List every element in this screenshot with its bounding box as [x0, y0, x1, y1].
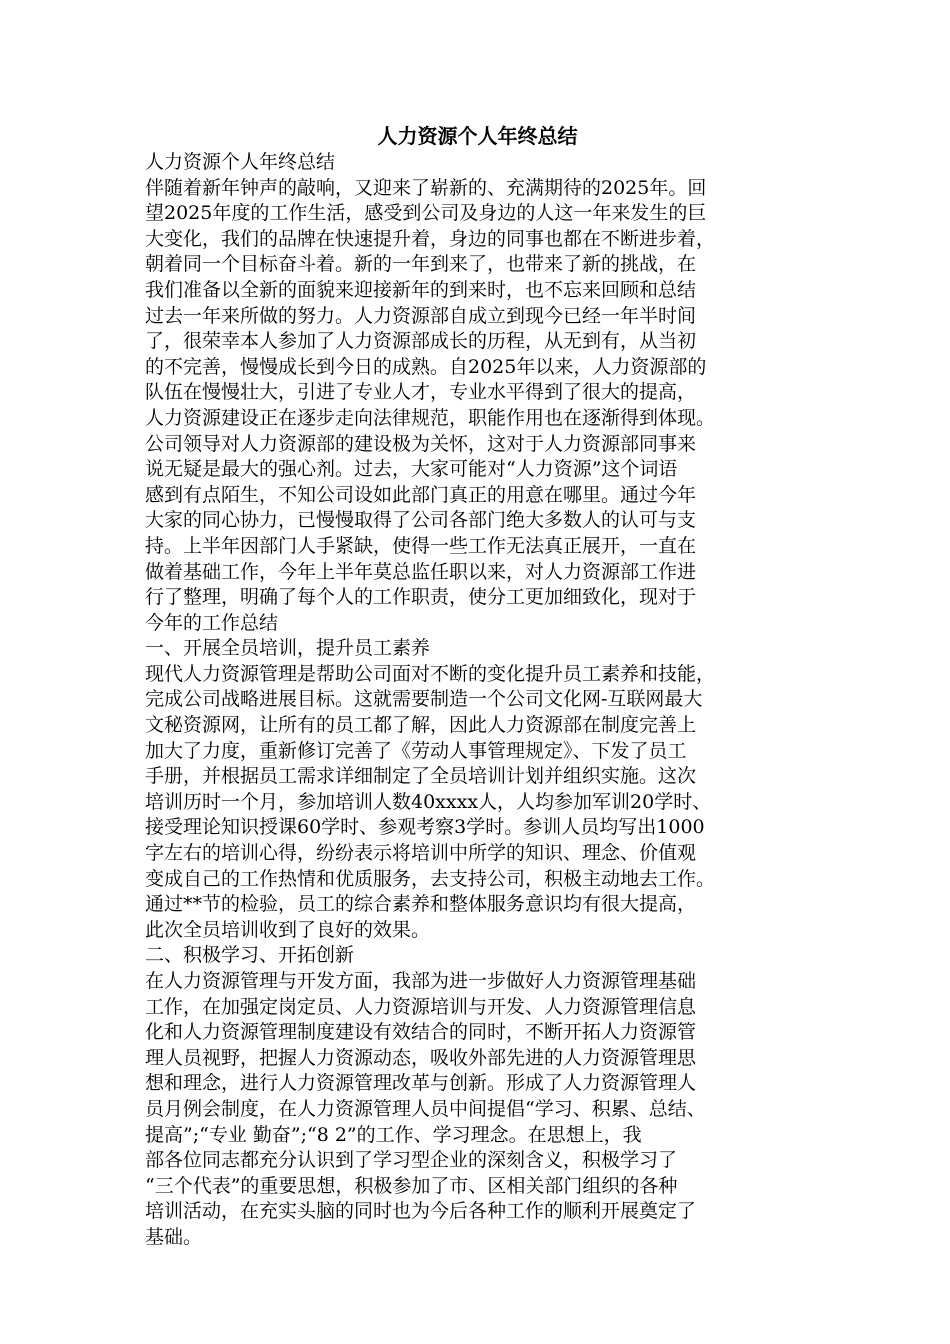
body-text-line: 字左右的培训心得，纷纷表示将培训中所学的知识、理念、价值观	[145, 842, 697, 865]
body-text-line: 培训历时一个月，参加培训人数40xxxx人，人均参加军训20学时、	[145, 790, 712, 813]
body-text-line: 感到有点陌生，不知公司设如此部门真正的用意在哪里。通过今年	[145, 483, 697, 506]
body-text-line: 通过**节的检验，员工的综合素养和整体服务意识均有很大提高，	[145, 893, 697, 916]
body-text-line: 此次全员培训收到了良好的效果。	[145, 918, 431, 941]
body-text-line: 人力资源建设正在逐步走向法律规范，职能作用也在逐渐得到体现。	[145, 406, 716, 429]
body-text-line: 工作，在加强定岗定员、人力资源培训与开发、人力资源管理信息	[145, 995, 697, 1018]
body-text-line: 队伍在慢慢壮大，引进了专业人才，专业水平得到了很大的提高，	[145, 381, 697, 404]
body-text-line: 今年的工作总结	[145, 611, 279, 634]
body-text-line: 我们准备以全新的面貌来迎接新年的到来时，也不忘来回顾和总结	[145, 278, 697, 301]
body-text-line: 文秘资源网，让所有的员工都了解，因此人力资源部在制度完善上	[145, 714, 697, 737]
body-text-line: 行了整理，明确了每个人的工作职责，使分工更加细致化，现对于	[145, 586, 697, 609]
body-text-line: 人力资源个人年终总结	[145, 151, 336, 173]
body-text-line: 变成自己的工作热情和优质服务，去支持公司，积极主动地去工作。	[145, 867, 716, 890]
body-text-line: 手册，并根据员工需求详细制定了全员培训计划并组织实施。这次	[145, 765, 697, 788]
body-text-line: “三个代表”的重要思想，积极参加了市、区相关部门组织的各种	[145, 1174, 678, 1197]
body-text-line: 了，很荣幸本人参加了人力资源部成长的历程，从无到有，从当初	[145, 330, 697, 353]
body-text-line: 理人员视野，把握人力资源动态，吸收外部先进的人力资源管理思	[145, 1046, 697, 1069]
body-text-line: 的不完善，慢慢成长到今日的成熟。自2025年以来，人力资源部的	[145, 355, 707, 378]
body-text-line: 大家的同心协力，已慢慢取得了公司各部门绝大多数人的认可与支	[145, 509, 697, 532]
body-text-line: 加大了力度，重新修订完善了《劳动人事管理规定》、下发了员工	[145, 739, 687, 762]
body-text-line: 二、积极学习、开拓创新	[145, 944, 355, 967]
body-text-line: 员月例会制度，在人力资源管理人员中间提倡“学习、积累、总结、	[145, 1097, 706, 1120]
body-text-line: 说无疑是最大的强心剂。过去，大家可能对“人力资源”这个词语	[145, 458, 678, 481]
body-text-line: 大变化，我们的品牌在快速提升着，身边的同事也都在不断进步着，	[145, 227, 716, 250]
document-title: 人力资源个人年终总结	[377, 124, 578, 148]
body-text-line: 现代人力资源管理是帮助公司面对不断的变化提升员工素养和技能，	[145, 662, 716, 685]
body-text-line: 朝着同一个目标奋斗着。新的一年到来了，也带来了新的挑战，在	[145, 253, 697, 276]
body-text-line: 完成公司战略进展目标。这就需要制造一个公司文化网-互联网最大	[145, 688, 703, 711]
body-text-line: 提高”;“专业 勤奋”;“8 2”的工作、学习理念。在思想上，我	[145, 1123, 642, 1146]
body-text-line: 接受理论知识授课60学时、参观考察3学时。参训人员均写出1000	[145, 816, 705, 839]
body-text-line: 做着基础工作，今年上半年莫总监任职以来，对人力资源部工作进	[145, 560, 697, 583]
body-text-line: 培训活动，在充实头脑的同时也为今后各种工作的顺利开展奠定了	[145, 1200, 697, 1223]
document-body	[145, 150, 815, 1251]
body-text-line: 部各位同志都充分认识到了学习型企业的深刻含义，积极学习了	[145, 1149, 678, 1172]
body-text-line: 在人力资源管理与开发方面，我部为进一步做好人力资源管理基础	[145, 970, 697, 992]
body-text-line: 化和人力资源管理制度建设有效结合的同时，不断开拓人力资源管	[145, 1021, 697, 1044]
body-text-line: 持。上半年因部门人手紧缺，使得一些工作无法真正展开，一直在	[145, 534, 697, 557]
body-text-line: 基础。	[145, 1225, 203, 1248]
body-text-line: 公司领导对人力资源部的建设极为关怀，这对于人力资源部同事来	[145, 432, 697, 455]
body-text-line: 想和理念，进行人力资源管理改革与创新。形成了人力资源管理人	[145, 1072, 697, 1095]
body-text-line: 望2025年度的工作生活，感受到公司及身边的人这一年来发生的巨	[145, 202, 707, 225]
body-text-line: 伴随着新年钟声的敲响，又迎来了崭新的、充满期待的2025年。回	[145, 176, 707, 199]
body-text-line: 过去一年来所做的努力。人力资源部自成立到现今已经一年半时间	[145, 304, 697, 327]
body-text-line: 一、开展全员培训，提升员工素养	[145, 637, 431, 660]
